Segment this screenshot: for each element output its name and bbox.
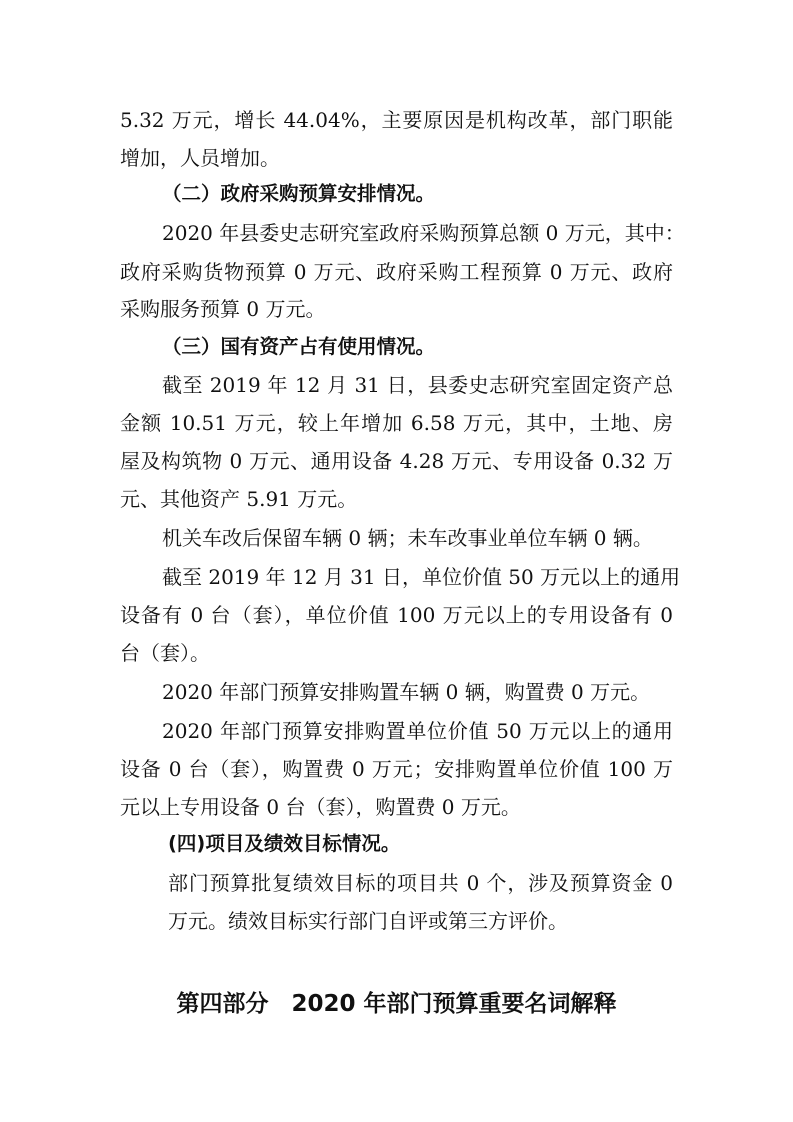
- body-text-line: 金额 10.51 万元，较上年增加 6.58 万元，其中，土地、房: [120, 411, 673, 435]
- body-text-line: 截至 2019 年 12 月 31 日，单位价值 50 万元以上的通用: [162, 565, 681, 589]
- body-text-line: 机关车改后保留车辆 0 辆；未车改事业单位车辆 0 辆。: [162, 526, 653, 550]
- section-heading: （三）国有资产占有使用情况。: [162, 335, 436, 358]
- body-text-line: 2020 年县委史志研究室政府采购预算总额 0 万元，其中：: [162, 221, 685, 245]
- body-text-line: 截至 2019 年 12 月 31 日，县委史志研究室固定资产总: [162, 373, 673, 397]
- body-text-line: 部门预算批复绩效目标的项目共 0 个，涉及预算资金 0: [168, 871, 673, 895]
- part-heading: 第四部分 2020 年部门预算重要名词解释: [176, 991, 617, 1017]
- body-text-line: 增加，人员增加。: [120, 146, 280, 170]
- body-text-line: 5.32 万元，增长 44.04%，主要原因是机构改革，部门职能: [120, 108, 673, 132]
- body-text-line: 设备 0 台（套），购置费 0 万元；安排购置单位价值 100 万: [120, 757, 673, 781]
- body-text-line: 台（套）。: [120, 641, 210, 665]
- body-text-line: 2020 年部门预算安排购置车辆 0 辆，购置费 0 万元。: [162, 680, 651, 704]
- body-text-line: 元、其他资产 5.91 万元。: [120, 487, 358, 511]
- body-text-line: 采购服务预算 0 万元。: [120, 297, 326, 321]
- body-text-line: 屋及构筑物 0 万元、通用设备 4.28 万元、专用设备 0.32 万: [120, 449, 673, 473]
- body-text-line: 元以上专用设备 0 台（套），购置费 0 万元。: [120, 795, 521, 819]
- body-text-line: 万元。绩效目标实行部门自评或第三方评价。: [168, 909, 568, 933]
- section-heading: （二）政府采购预算安排情况。: [162, 182, 436, 205]
- body-text-line: 设备有 0 台（套），单位价值 100 万元以上的专用设备有 0: [120, 603, 673, 627]
- section-heading: (四)项目及绩效目标情况。: [168, 832, 401, 855]
- body-text-line: 政府采购货物预算 0 万元、政府采购工程预算 0 万元、政府: [120, 260, 673, 284]
- body-text-line: 2020 年部门预算安排购置单位价值 50 万元以上的通用: [162, 719, 673, 743]
